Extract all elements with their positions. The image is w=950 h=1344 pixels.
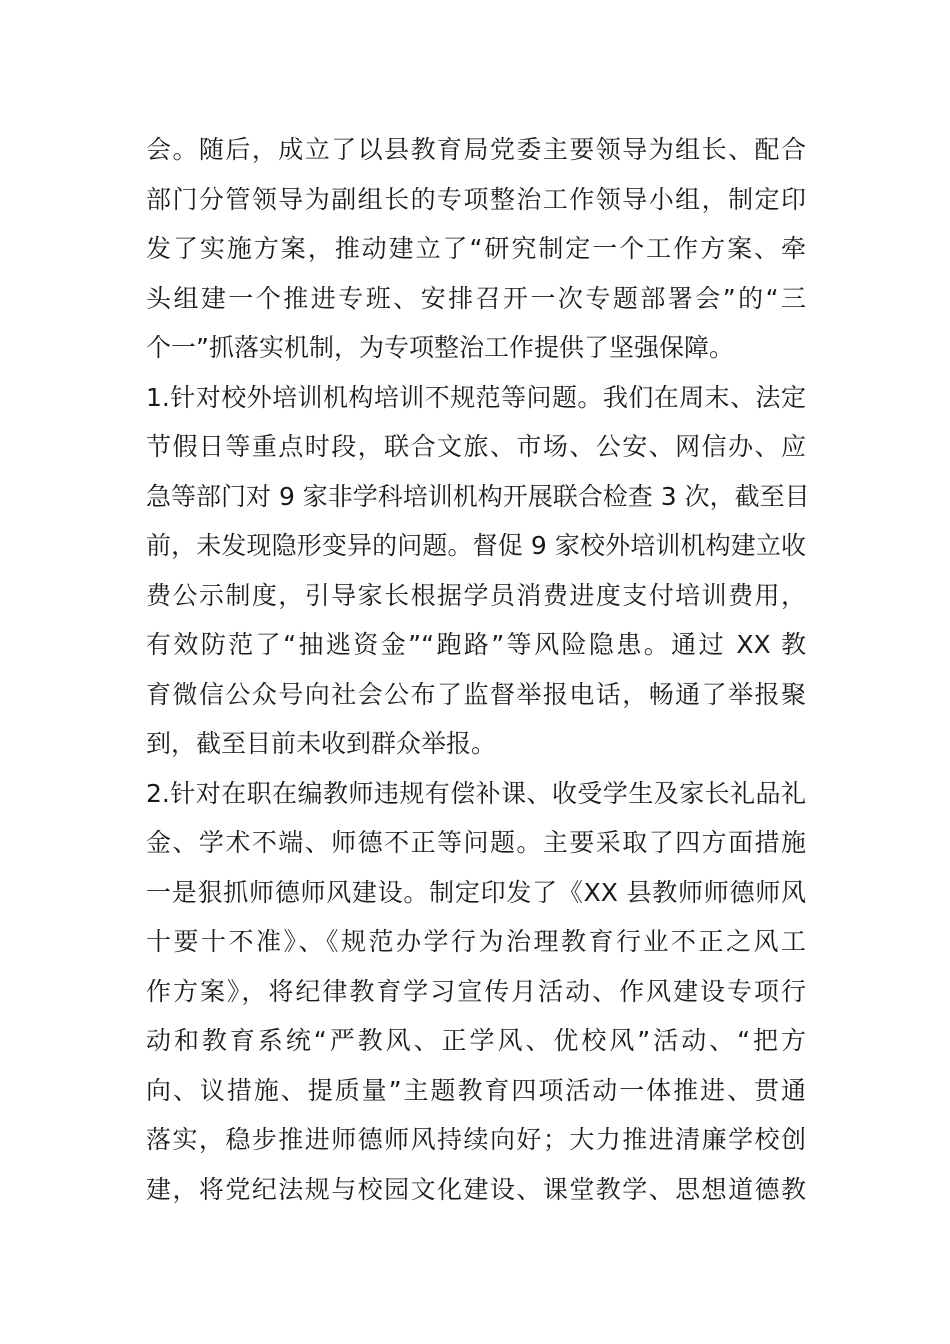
text-line: 会。随后，成立了以县教育局党委主要领导为组长、配合: [146, 135, 806, 164]
text-line: 十要十不准》、《规范办学行为治理教育行业不正之风工: [146, 927, 806, 956]
text-line: 发了实施方案，推动建立了“研究制定一个工作方案、牵: [146, 234, 806, 263]
text-line: 落实，稳步推进师德师风持续向好；大力推进清廉学校创: [146, 1125, 806, 1154]
text-line: 到，截至目前未收到群众举报。: [146, 729, 497, 758]
text-line: 育微信公众号向社会公布了监督举报电话，畅通了举报聚: [146, 680, 806, 709]
text-line: 向、议措施、提质量”主题教育四项活动一体推进、贯通: [146, 1076, 806, 1105]
text-line: 动和教育系统“严教风、正学风、优校风”活动、“把方: [146, 1026, 806, 1055]
text-line: 前，未发现隐形变异的问题。督促 9 家校外培训机构建立收: [146, 531, 806, 560]
text-line: 个一”抓落实机制，为专项整治工作提供了坚强保障。: [146, 333, 734, 362]
text-line: 2.针对在职在编教师违规有偿补课、收受学生及家长礼品礼: [146, 779, 806, 808]
text-line: 节假日等重点时段，联合文旅、市场、公安、网信办、应: [146, 432, 806, 461]
text-line: 金、学术不端、师德不正等问题。主要采取了四方面措施: [146, 828, 806, 857]
text-line: 有效防范了“抽逃资金”“跑路”等风险隐患。通过 XX 教: [146, 630, 806, 659]
text-line: 头组建一个推进专班、安排召开一次专题部署会”的“三: [146, 284, 806, 313]
text-line: 费公示制度，引导家长根据学员消费进度支付培训费用，: [146, 581, 806, 610]
text-line: 部门分管领导为副组长的专项整治工作领导小组，制定印: [146, 185, 806, 214]
text-line: 建，将党纪法规与校园文化建设、课堂教学、思想道德教: [146, 1175, 806, 1204]
text-line: 急等部门对 9 家非学科培训机构开展联合检查 3 次，截至目: [146, 482, 810, 511]
text-line: 作方案》，将纪律教育学习宣传月活动、作风建设专项行: [146, 977, 806, 1006]
text-line: 一是狠抓师德师风建设。制定印发了《XX 县教师师德师风: [146, 878, 806, 907]
text-line: 1.针对校外培训机构培训不规范等问题。我们在周末、法定: [146, 383, 806, 412]
